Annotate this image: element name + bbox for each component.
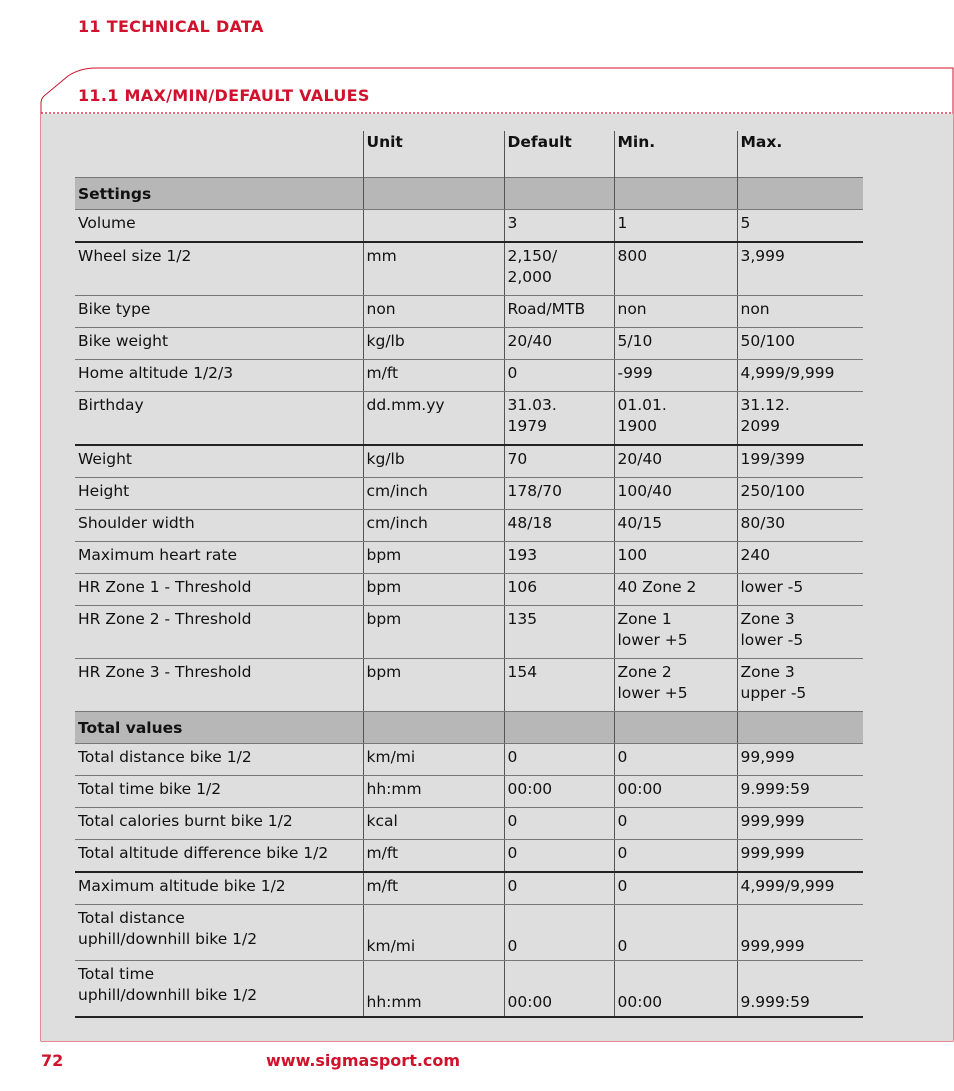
cell-name: Home altitude 1/2/3 [75, 360, 363, 392]
cell-max: Zone 3 lower -5 [737, 606, 863, 659]
cell-name: Wheel size 1/2 [75, 242, 363, 296]
table-row [75, 445, 863, 478]
cell-default: 0 [504, 744, 614, 776]
cell-max: 9.999:59 [737, 776, 863, 808]
cell-default: 0 [504, 808, 614, 840]
section-row-cell [363, 712, 504, 744]
cell-min: 5/10 [614, 328, 737, 360]
table-row [75, 840, 863, 873]
cell-default: 3 [504, 210, 614, 243]
table-row [75, 905, 863, 961]
cell-max: 999,999 [737, 905, 863, 961]
cell-default: 106 [504, 574, 614, 606]
cell-max: 999,999 [737, 840, 863, 873]
cell-min: -999 [614, 360, 737, 392]
cell-default: 154 [504, 659, 614, 712]
table-row [75, 872, 863, 905]
cell-unit: cm/inch [363, 510, 504, 542]
cell-min: Zone 2 lower +5 [614, 659, 737, 712]
chapter-title: 11 TECHNICAL DATA [78, 17, 264, 36]
cell-name: Total time bike 1/2 [75, 776, 363, 808]
cell-max: 3,999 [737, 242, 863, 296]
cell-max: non [737, 296, 863, 328]
cell-name: Height [75, 478, 363, 510]
cell-min: 0 [614, 840, 737, 873]
header-cell-name [75, 131, 363, 178]
section-row-title: Settings [75, 178, 363, 210]
values-table [75, 131, 863, 1018]
cell-name: Maximum altitude bike 1/2 [75, 872, 363, 905]
table-row [75, 328, 863, 360]
section-row-cell [363, 178, 504, 210]
cell-max: 999,999 [737, 808, 863, 840]
cell-unit: bpm [363, 606, 504, 659]
cell-unit: bpm [363, 542, 504, 574]
table-row [75, 478, 863, 510]
cell-name: Total time uphill/downhill bike 1/2 [75, 961, 363, 1018]
table-row [75, 510, 863, 542]
table-row [75, 808, 863, 840]
cell-min: 0 [614, 744, 737, 776]
cell-name: Total altitude difference bike 1/2 [75, 840, 363, 873]
cell-min: 800 [614, 242, 737, 296]
table-row [75, 606, 863, 659]
cell-max: 31.12. 2099 [737, 392, 863, 446]
table-row [75, 542, 863, 574]
header-cell-max: Max. [737, 131, 863, 178]
cell-name: Total distance uphill/downhill bike 1/2 [75, 905, 363, 961]
cell-default: 70 [504, 445, 614, 478]
cell-unit: m/ft [363, 840, 504, 873]
cell-min: non [614, 296, 737, 328]
cell-name: HR Zone 2 - Threshold [75, 606, 363, 659]
header-cell-unit: Unit [363, 131, 504, 178]
section-row-cell [504, 712, 614, 744]
cell-default: 2,150/ 2,000 [504, 242, 614, 296]
section-row [75, 712, 863, 744]
table-row [75, 296, 863, 328]
cell-max: 250/100 [737, 478, 863, 510]
section-row-cell [737, 178, 863, 210]
cell-min: 1 [614, 210, 737, 243]
cell-unit: kg/lb [363, 328, 504, 360]
cell-name: Birthday [75, 392, 363, 446]
header-cell-default: Default [504, 131, 614, 178]
table-row [75, 574, 863, 606]
cell-unit: hh:mm [363, 776, 504, 808]
cell-name: HR Zone 3 - Threshold [75, 659, 363, 712]
cell-max: 4,999/9,999 [737, 872, 863, 905]
cell-default: Road/MTB [504, 296, 614, 328]
cell-unit: hh:mm [363, 961, 504, 1018]
table-row [75, 210, 863, 243]
cell-unit: m/ft [363, 360, 504, 392]
section-row-cell [504, 178, 614, 210]
cell-default: 31.03. 1979 [504, 392, 614, 446]
cell-default: 00:00 [504, 961, 614, 1018]
cell-min: Zone 1 lower +5 [614, 606, 737, 659]
cell-min: 100 [614, 542, 737, 574]
section-row-cell [614, 178, 737, 210]
cell-name: Weight [75, 445, 363, 478]
cell-max: 99,999 [737, 744, 863, 776]
section-row [75, 178, 863, 210]
cell-min: 100/40 [614, 478, 737, 510]
cell-default: 193 [504, 542, 614, 574]
cell-name: Bike weight [75, 328, 363, 360]
cell-name: Total distance bike 1/2 [75, 744, 363, 776]
cell-max: 80/30 [737, 510, 863, 542]
cell-max: 9.999:59 [737, 961, 863, 1018]
cell-unit: km/mi [363, 744, 504, 776]
cell-max: 4,999/9,999 [737, 360, 863, 392]
cell-name: Total calories burnt bike 1/2 [75, 808, 363, 840]
cell-max: Zone 3 upper -5 [737, 659, 863, 712]
cell-default: 0 [504, 872, 614, 905]
table-row [75, 744, 863, 776]
table-body [75, 178, 863, 1018]
cell-default: 135 [504, 606, 614, 659]
cell-name: Shoulder width [75, 510, 363, 542]
cell-default: 0 [504, 905, 614, 961]
table-row [75, 242, 863, 296]
cell-min: 00:00 [614, 776, 737, 808]
cell-min: 00:00 [614, 961, 737, 1018]
cell-name: Bike type [75, 296, 363, 328]
cell-min: 40 Zone 2 [614, 574, 737, 606]
cell-max: 240 [737, 542, 863, 574]
cell-min: 40/15 [614, 510, 737, 542]
cell-unit: mm [363, 242, 504, 296]
cell-unit: kg/lb [363, 445, 504, 478]
cell-min: 0 [614, 905, 737, 961]
cell-default: 00:00 [504, 776, 614, 808]
cell-default: 0 [504, 840, 614, 873]
cell-max: 199/399 [737, 445, 863, 478]
cell-name: Volume [75, 210, 363, 243]
cell-max: 5 [737, 210, 863, 243]
cell-min: 0 [614, 808, 737, 840]
table-row [75, 961, 863, 1018]
cell-max: 50/100 [737, 328, 863, 360]
cell-unit [363, 210, 504, 243]
table-row [75, 776, 863, 808]
cell-unit: dd.mm.yy [363, 392, 504, 446]
cell-unit: bpm [363, 574, 504, 606]
section-row-cell [614, 712, 737, 744]
cell-default: 20/40 [504, 328, 614, 360]
cell-name: HR Zone 1 - Threshold [75, 574, 363, 606]
cell-default: 178/70 [504, 478, 614, 510]
cell-max: lower -5 [737, 574, 863, 606]
cell-min: 01.01. 1900 [614, 392, 737, 446]
section-row-cell [737, 712, 863, 744]
table-row [75, 360, 863, 392]
cell-min: 0 [614, 872, 737, 905]
cell-unit: cm/inch [363, 478, 504, 510]
table-row [75, 659, 863, 712]
cell-name: Maximum heart rate [75, 542, 363, 574]
header-cell-min: Min. [614, 131, 737, 178]
cell-default: 48/18 [504, 510, 614, 542]
table-header-row [75, 131, 863, 178]
cell-default: 0 [504, 360, 614, 392]
cell-unit: km/mi [363, 905, 504, 961]
cell-unit: non [363, 296, 504, 328]
page-number: 72 [41, 1051, 64, 1070]
table-row [75, 392, 863, 446]
cell-min: 20/40 [614, 445, 737, 478]
cell-unit: m/ft [363, 872, 504, 905]
cell-unit: kcal [363, 808, 504, 840]
cell-unit: bpm [363, 659, 504, 712]
section-title: 11.1 MAX/MIN/DEFAULT VALUES [78, 86, 370, 105]
section-row-title: Total values [75, 712, 363, 744]
footer-url: www.sigmasport.com [266, 1051, 461, 1070]
